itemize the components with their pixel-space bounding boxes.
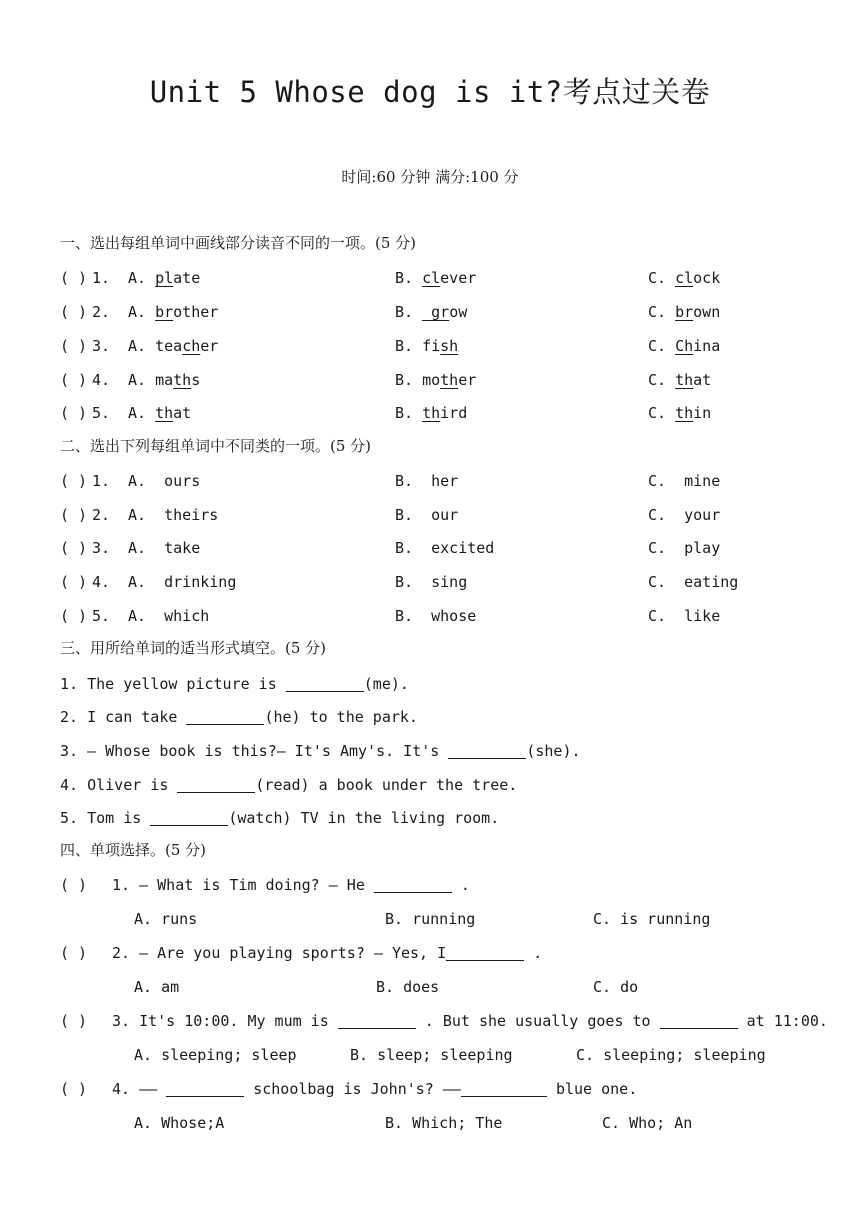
option-label: A. <box>128 337 147 355</box>
underlined-letters: th <box>422 404 441 422</box>
option-c <box>648 301 720 323</box>
question-number: 3. <box>92 539 111 557</box>
option-b: B. Which; The <box>385 1114 503 1132</box>
answer-blank[interactable] <box>286 675 364 692</box>
answer-blank[interactable] <box>461 1080 547 1097</box>
fill-blank-row <box>0 673 860 695</box>
word-part: ever <box>440 269 477 287</box>
option-b: B. her <box>395 472 459 490</box>
classification-question-row <box>0 605 860 627</box>
option-label: B. <box>395 404 414 422</box>
question-number: 2. <box>92 506 111 524</box>
options-row <box>0 976 860 998</box>
options-row <box>0 1112 860 1134</box>
question-text <box>112 942 542 964</box>
option-label: C. <box>648 269 667 287</box>
option-a: A. sleeping; sleep <box>134 1046 297 1064</box>
option-c: C. is running <box>593 910 711 928</box>
classification-question-row <box>0 504 860 526</box>
word-part: at <box>693 371 712 389</box>
option-b: B. sleep; sleeping <box>350 1046 513 1064</box>
answer-blank[interactable] <box>166 1080 244 1097</box>
sentence-end: (she). <box>526 742 581 760</box>
classification-question-row <box>0 571 860 593</box>
option-b <box>395 402 467 424</box>
sentence-end: (he) to the park. <box>264 708 418 726</box>
option-b: B. does <box>376 978 440 996</box>
option-c: C. do <box>593 978 639 996</box>
question-middle: . But she usually goes to <box>415 1012 660 1030</box>
underlined-letters: sh <box>440 337 459 355</box>
option-c: C. your <box>648 506 721 524</box>
word-part: er <box>200 337 219 355</box>
answer-bracket[interactable]: ( ) <box>60 607 88 625</box>
option-label: C. <box>648 303 667 321</box>
option-c: C. Who; An <box>602 1114 693 1132</box>
underlined-letters: ch <box>182 337 201 355</box>
question-number: 1. <box>92 472 111 490</box>
page-title: Unit 5 Whose dog is it?考点过关卷 <box>149 75 711 109</box>
section-2-heading: 二、选出下列每组单词中不同类的一项。(5 分) <box>60 437 372 455</box>
option-a: A. am <box>134 978 180 996</box>
sentence-end: (me). <box>363 675 409 693</box>
option-b: B. our <box>395 506 459 524</box>
option-a: A. Whose;A <box>134 1114 225 1132</box>
question-number: 5. <box>92 607 111 625</box>
underlined-letters: gr <box>422 303 450 321</box>
underlined-letters: br <box>155 303 174 321</box>
underlined-letters: th <box>173 371 192 389</box>
underlined-letters: th <box>440 371 459 389</box>
word-part: ird <box>440 404 468 422</box>
option-a: A. take <box>128 539 201 557</box>
question-row <box>0 874 860 896</box>
sentence-start: 1. The yellow picture is <box>60 675 286 693</box>
word-part: ock <box>693 269 721 287</box>
option-c <box>648 369 711 391</box>
answer-blank[interactable] <box>150 809 228 826</box>
classification-question-row <box>0 470 860 492</box>
answer-bracket[interactable]: ( ) <box>60 573 88 591</box>
option-label: C. <box>648 404 667 422</box>
answer-bracket[interactable]: ( ) <box>60 1012 88 1030</box>
word-part: own <box>693 303 721 321</box>
option-label: B. <box>395 371 414 389</box>
option-label: C. <box>648 337 667 355</box>
answer-blank[interactable] <box>177 776 255 793</box>
option-label: B. <box>395 303 414 321</box>
question-text <box>112 1010 828 1032</box>
option-a <box>128 402 191 424</box>
section-4-heading: 四、单项选择。(5 分) <box>60 841 207 859</box>
answer-bracket[interactable]: ( ) <box>60 506 88 524</box>
section-1-heading: 一、选出每组单词中画线部分读音不同的一项。(5 分) <box>60 234 417 252</box>
question-row <box>0 942 860 964</box>
option-b: B. sing <box>395 573 468 591</box>
question-stem: 4. —— <box>112 1080 167 1098</box>
option-a: A. theirs <box>128 506 219 524</box>
option-a <box>128 267 200 289</box>
answer-bracket[interactable]: ( ) <box>60 944 88 962</box>
phonics-question-row <box>0 369 860 391</box>
option-a <box>128 301 218 323</box>
option-a <box>128 369 200 391</box>
sentence-end: (read) a book under the tree. <box>255 776 518 794</box>
option-c <box>648 267 720 289</box>
question-end: blue one. <box>546 1080 638 1098</box>
option-c: C. eating <box>648 573 739 591</box>
question-number: 2. <box>92 303 111 321</box>
answer-bracket[interactable]: ( ) <box>60 337 88 355</box>
options-row <box>0 1044 860 1066</box>
option-b: B. excited <box>395 539 495 557</box>
underlined-letters: cl <box>675 269 694 287</box>
section-3-heading: 三、用所给单词的适当形式填空。(5 分) <box>60 639 327 657</box>
option-b: B. running <box>385 910 476 928</box>
question-end: . <box>524 944 543 962</box>
underlined-letters: pl <box>155 269 174 287</box>
question-number: 3. <box>92 337 111 355</box>
word-part: mo <box>422 371 441 389</box>
option-label: C. <box>648 371 667 389</box>
word-part: er <box>458 371 477 389</box>
option-label: A. <box>128 371 147 389</box>
option-c <box>648 402 711 424</box>
answer-bracket[interactable]: ( ) <box>60 371 88 389</box>
options-row <box>0 908 860 930</box>
question-number: 4. <box>92 573 111 591</box>
question-row <box>0 1078 860 1100</box>
question-end: at 11:00. <box>737 1012 828 1030</box>
exam-info: 时间:60 分钟 满分:100 分 <box>341 168 519 186</box>
question-text <box>112 874 470 896</box>
word-part: ina <box>693 337 721 355</box>
fill-blank-row <box>0 706 860 728</box>
option-label: A. <box>128 404 147 422</box>
answer-blank[interactable] <box>446 944 524 961</box>
answer-blank[interactable] <box>448 742 526 759</box>
question-stem: 3. It's 10:00. My mum is <box>112 1012 338 1030</box>
fill-blank-row <box>0 740 860 762</box>
question-number: 1. <box>92 269 111 287</box>
question-middle: schoolbag is John's? —— <box>244 1080 461 1098</box>
option-c: C. like <box>648 607 721 625</box>
option-b <box>395 335 458 357</box>
question-stem: 2. — Are you playing sports? — Yes, I <box>112 944 447 962</box>
answer-bracket[interactable]: ( ) <box>60 472 88 490</box>
phonics-question-row <box>0 335 860 357</box>
answer-bracket[interactable]: ( ) <box>60 539 88 557</box>
answer-bracket[interactable]: ( ) <box>60 404 88 422</box>
option-b <box>395 369 476 391</box>
word-part: fi <box>422 337 441 355</box>
sentence-end: (watch) TV in the living room. <box>228 809 500 827</box>
question-number: 5. <box>92 404 111 422</box>
word-part: s <box>191 371 201 389</box>
question-end: . <box>451 876 470 894</box>
phonics-question-row <box>0 402 860 424</box>
option-c: C. play <box>648 539 721 557</box>
answer-blank[interactable] <box>338 1012 416 1029</box>
option-c: C. sleeping; sleeping <box>576 1046 766 1064</box>
underlined-letters: th <box>675 371 694 389</box>
option-a: A. ours <box>128 472 201 490</box>
question-text <box>112 1078 637 1100</box>
sentence-start: 5. Tom is <box>60 809 151 827</box>
answer-bracket[interactable]: ( ) <box>60 1080 88 1098</box>
option-label: B. <box>395 337 414 355</box>
option-b <box>395 267 476 289</box>
question-row <box>0 1010 860 1032</box>
option-c <box>648 335 720 357</box>
sentence-start: 3. — Whose book is this?— It's Amy's. It's <box>60 742 449 760</box>
underlined-letters: th <box>155 404 174 422</box>
fill-blank-row <box>0 774 860 796</box>
option-b <box>395 301 467 323</box>
sentence-start: 4. Oliver is <box>60 776 178 794</box>
option-a <box>128 335 218 357</box>
word-part: tea <box>155 337 183 355</box>
option-a: A. runs <box>134 910 198 928</box>
answer-blank[interactable] <box>186 708 264 725</box>
underlined-letters: Ch <box>675 337 694 355</box>
option-label: A. <box>128 303 147 321</box>
word-part: at <box>173 404 192 422</box>
option-c: C. mine <box>648 472 721 490</box>
option-a: A. drinking <box>128 573 237 591</box>
option-b: B. whose <box>395 607 477 625</box>
option-label: A. <box>128 269 147 287</box>
classification-question-row <box>0 537 860 559</box>
word-part: ow <box>449 303 468 321</box>
answer-bracket[interactable]: ( ) <box>60 303 88 321</box>
answer-blank[interactable] <box>660 1012 738 1029</box>
phonics-question-row <box>0 301 860 323</box>
word-part: ma <box>155 371 174 389</box>
answer-bracket[interactable]: ( ) <box>60 269 88 287</box>
sentence-start: 2. I can take <box>60 708 187 726</box>
word-part: other <box>173 303 219 321</box>
phonics-question-row <box>0 267 860 289</box>
underlined-letters: th <box>675 404 694 422</box>
question-stem: 1. — What is Tim doing? — He <box>112 876 374 894</box>
word-part: in <box>693 404 712 422</box>
question-number: 4. <box>92 371 111 389</box>
fill-blank-row <box>0 807 860 829</box>
answer-bracket[interactable]: ( ) <box>60 876 88 894</box>
option-a: A. which <box>128 607 210 625</box>
answer-blank[interactable] <box>374 876 452 893</box>
underlined-letters: br <box>675 303 694 321</box>
underlined-letters: cl <box>422 269 441 287</box>
word-part: ate <box>173 269 201 287</box>
option-label: B. <box>395 269 414 287</box>
